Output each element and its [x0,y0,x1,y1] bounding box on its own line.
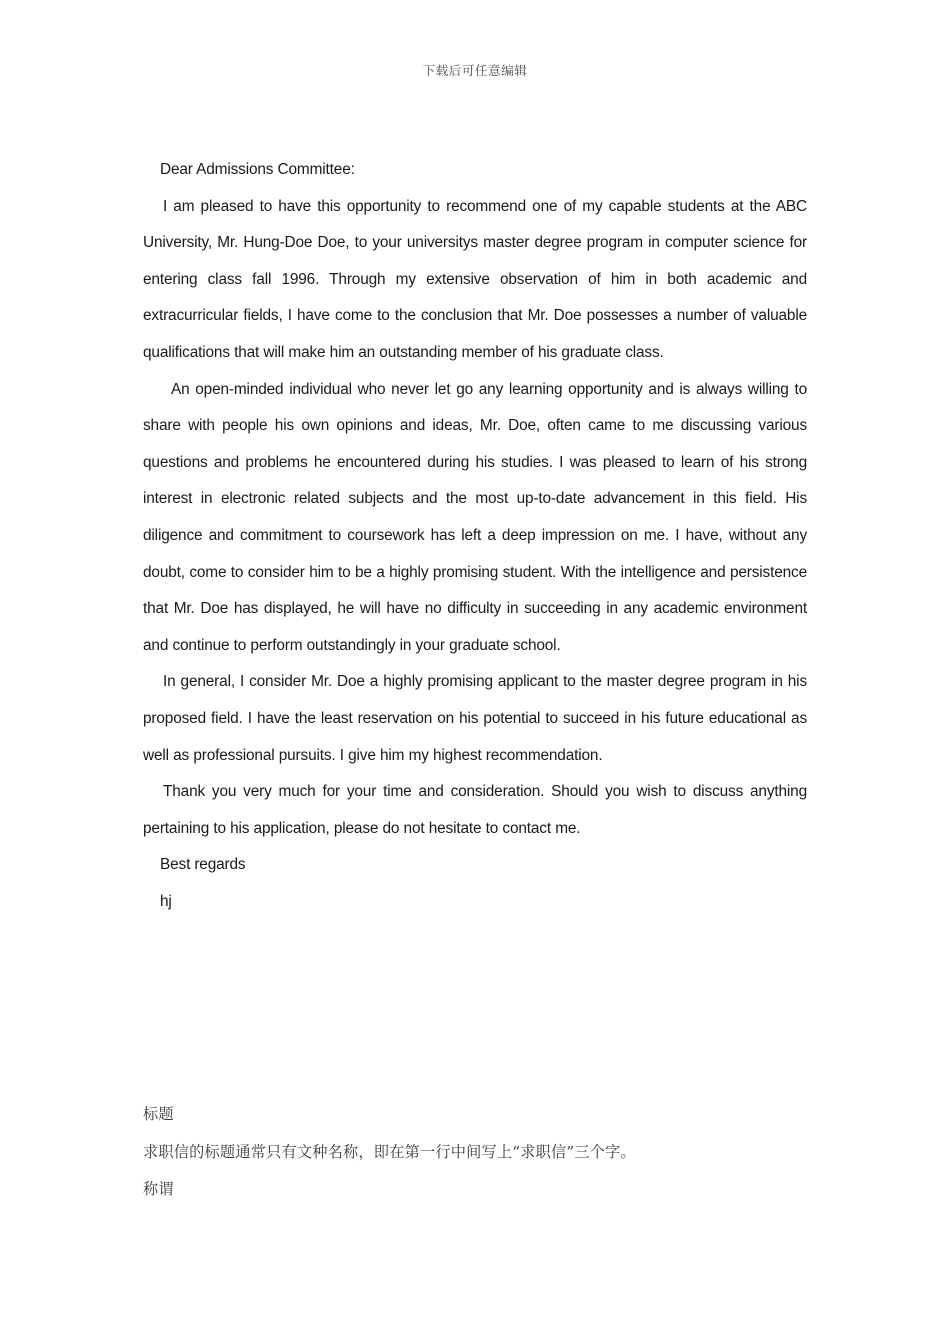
letter-paragraph-2: An open-minded individual who never let go any learning opportunity and is always willing to share with people his own opinions and ideas, Mr. Doe, often came to me discussing various questions and problems he encountered during his studies. I was pleased to learn of his strong interest in electronic related subjects and the most up-to-date advancement in this field. His diligence and commitment to coursework has left a deep impression on me. I have, without any doubt, come to consider him to be a highly promising student. With the intelligence and persistence that Mr. Doe has displayed, he will have no difficulty in succeeding in any academic environment and continue to perform outstandingly in your graduate school. [143,380,807,654]
notes-block [143,1096,823,1209]
letter-salutation: Dear Admissions Committee: [160,161,355,178]
page-header-text: 下载后可任意编辑 [422,64,528,78]
page-header [0,62,950,80]
notes-heading-salutation: 称谓 [143,1180,174,1198]
letter-paragraph-1: I am pleased to have this opportunity to recommend one of my capable students at the ABC University, Mr. Hung-Doe Doe, to your universitys master degree program in computer science for entering class fall 1996. Through my extensive observation of him in both academic and extracurricular fields, I have come to the conclusion that Mr. Doe possesses a number of valuable qualifications that will make him an outstanding member of his graduate class. [143,197,807,361]
letter-body [143,152,807,920]
letter-closing: Best regards [160,856,246,874]
letter-signature: hj [160,892,172,910]
letter-paragraph-4: Thank you very much for your time and consideration. Should you wish to discuss anything pertaining to his application, please do not hesitate to contact me. [143,783,807,837]
letter-paragraph-3: In general, I consider Mr. Doe a highly promising applicant to the master degree program in his proposed field. I have the least reservation on his potential to succeed in his future educational as well as professional pursuits. I give him my highest recommendation. [143,673,807,764]
notes-heading-title: 标题 [143,1105,174,1123]
notes-body-title: 求职信的标题通常只有文种名称，即在第一行中间写上“求职信”三个字。 [143,1142,636,1161]
